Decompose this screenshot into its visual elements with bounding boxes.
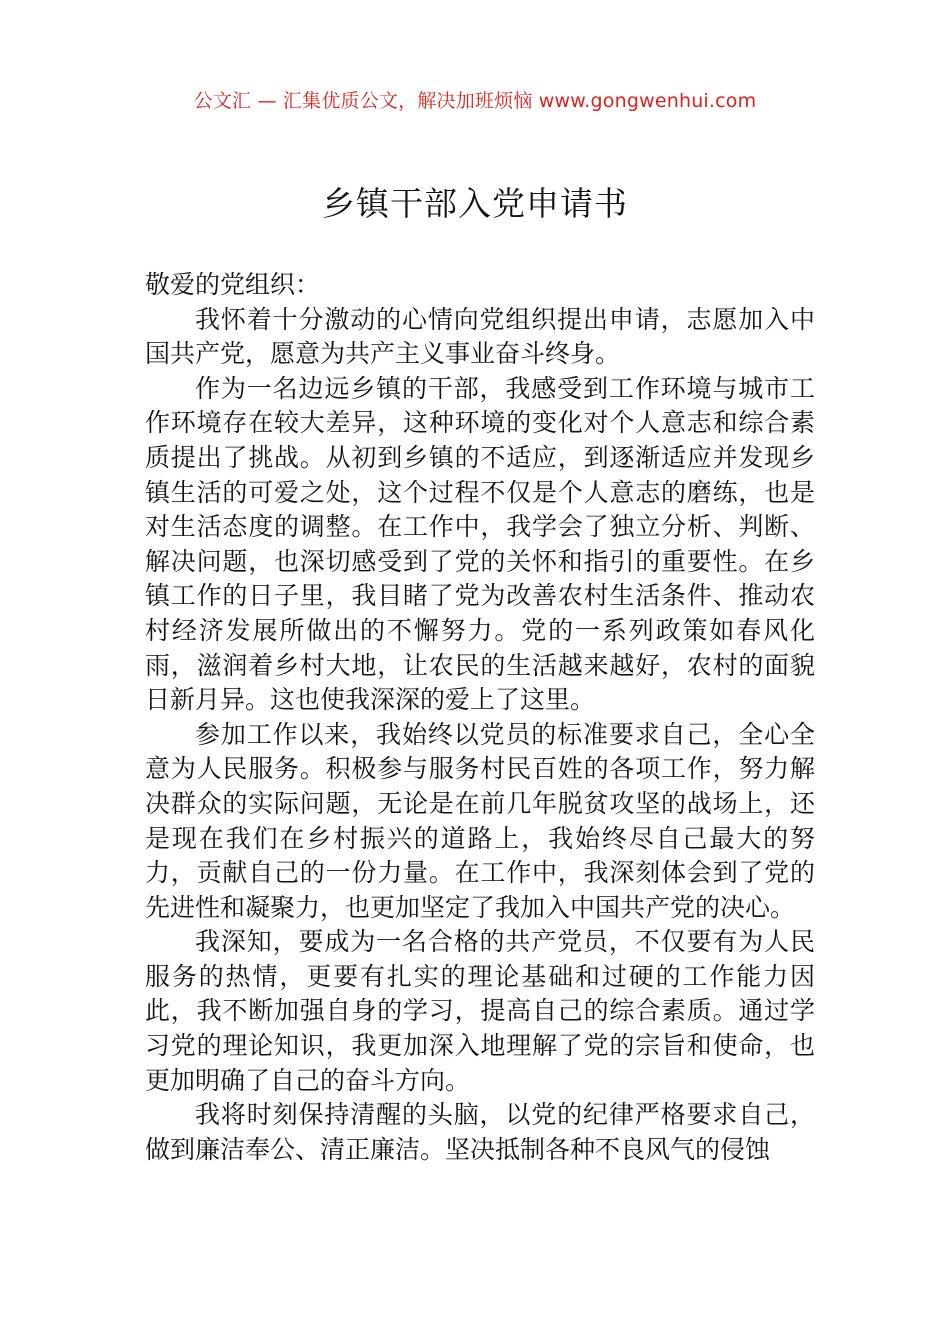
- paragraph-3: 参加工作以来，我始终以党员的标准要求自己，全心全意为人民服务。积极参与服务村民百姓的各项工作，努力解决群众的实际问题，无论是在前几年脱贫攻坚的战场上，还是现在我们在乡村振兴的道路上，我始终尽自己最大的努力，贡献自己的一份力量。在工作中，我深刻体会到了党的先进性和凝聚力，也更加坚定了我加入中国共产党的决心。: [145, 719, 815, 922]
- paragraph-1: 我怀着十分激动的心情向党组织提出申请，志愿加入中国共产党，愿意为共产主义事业奋斗终身。: [145, 304, 815, 369]
- paragraph-2: 作为一名边远乡镇的干部，我感受到工作环境与城市工作环境存在较大差异，这种环境的变化对个人意志和综合素质提出了挑战。从初到乡镇的不适应，到逐渐适应并发现乡镇生活的可爱之处，这个过程不仅是个人意志的磨练，也是对生活态度的调整。在工作中，我学会了独立分析、判断、解决问题，也深切感受到了党的关怀和指引的重要性。在乡镇工作的日子里，我目睹了党为改善农村生活条件、推动农村经济发展所做出的不懈努力。党的一系列政策如春风化雨，滋润着乡村大地，让农民的生活越来越好，农村的面貌日新月异。这也使我深深的爱上了这里。: [145, 373, 815, 715]
- document-body: [145, 268, 815, 1167]
- paragraph-5: 我将时刻保持清醒的头脑，以党的纪律严格要求自己，做到廉洁奉公、清正廉洁。坚决抵制各种不良风气的侵蚀: [145, 1100, 815, 1164]
- document-title: 乡镇干部入党申请书: [322, 184, 628, 223]
- site-header-banner: 公文汇 — 汇集优质公文，解决加班烦恼 www.gongwenhui.com: [193, 90, 757, 112]
- paragraph-4: 我深知，要成为一名合格的共产党员，不仅要有为人民服务的热情，更要有扎实的理论基础和过硬的工作能力因此，我不断加强自身的学习，提高自己的综合素质。通过学习党的理论知识，我更加深入地理解了党的宗旨和使命，也更加明确了自己的奋斗方向。: [145, 927, 815, 1095]
- salutation: 敬爱的党组织：: [145, 270, 321, 299]
